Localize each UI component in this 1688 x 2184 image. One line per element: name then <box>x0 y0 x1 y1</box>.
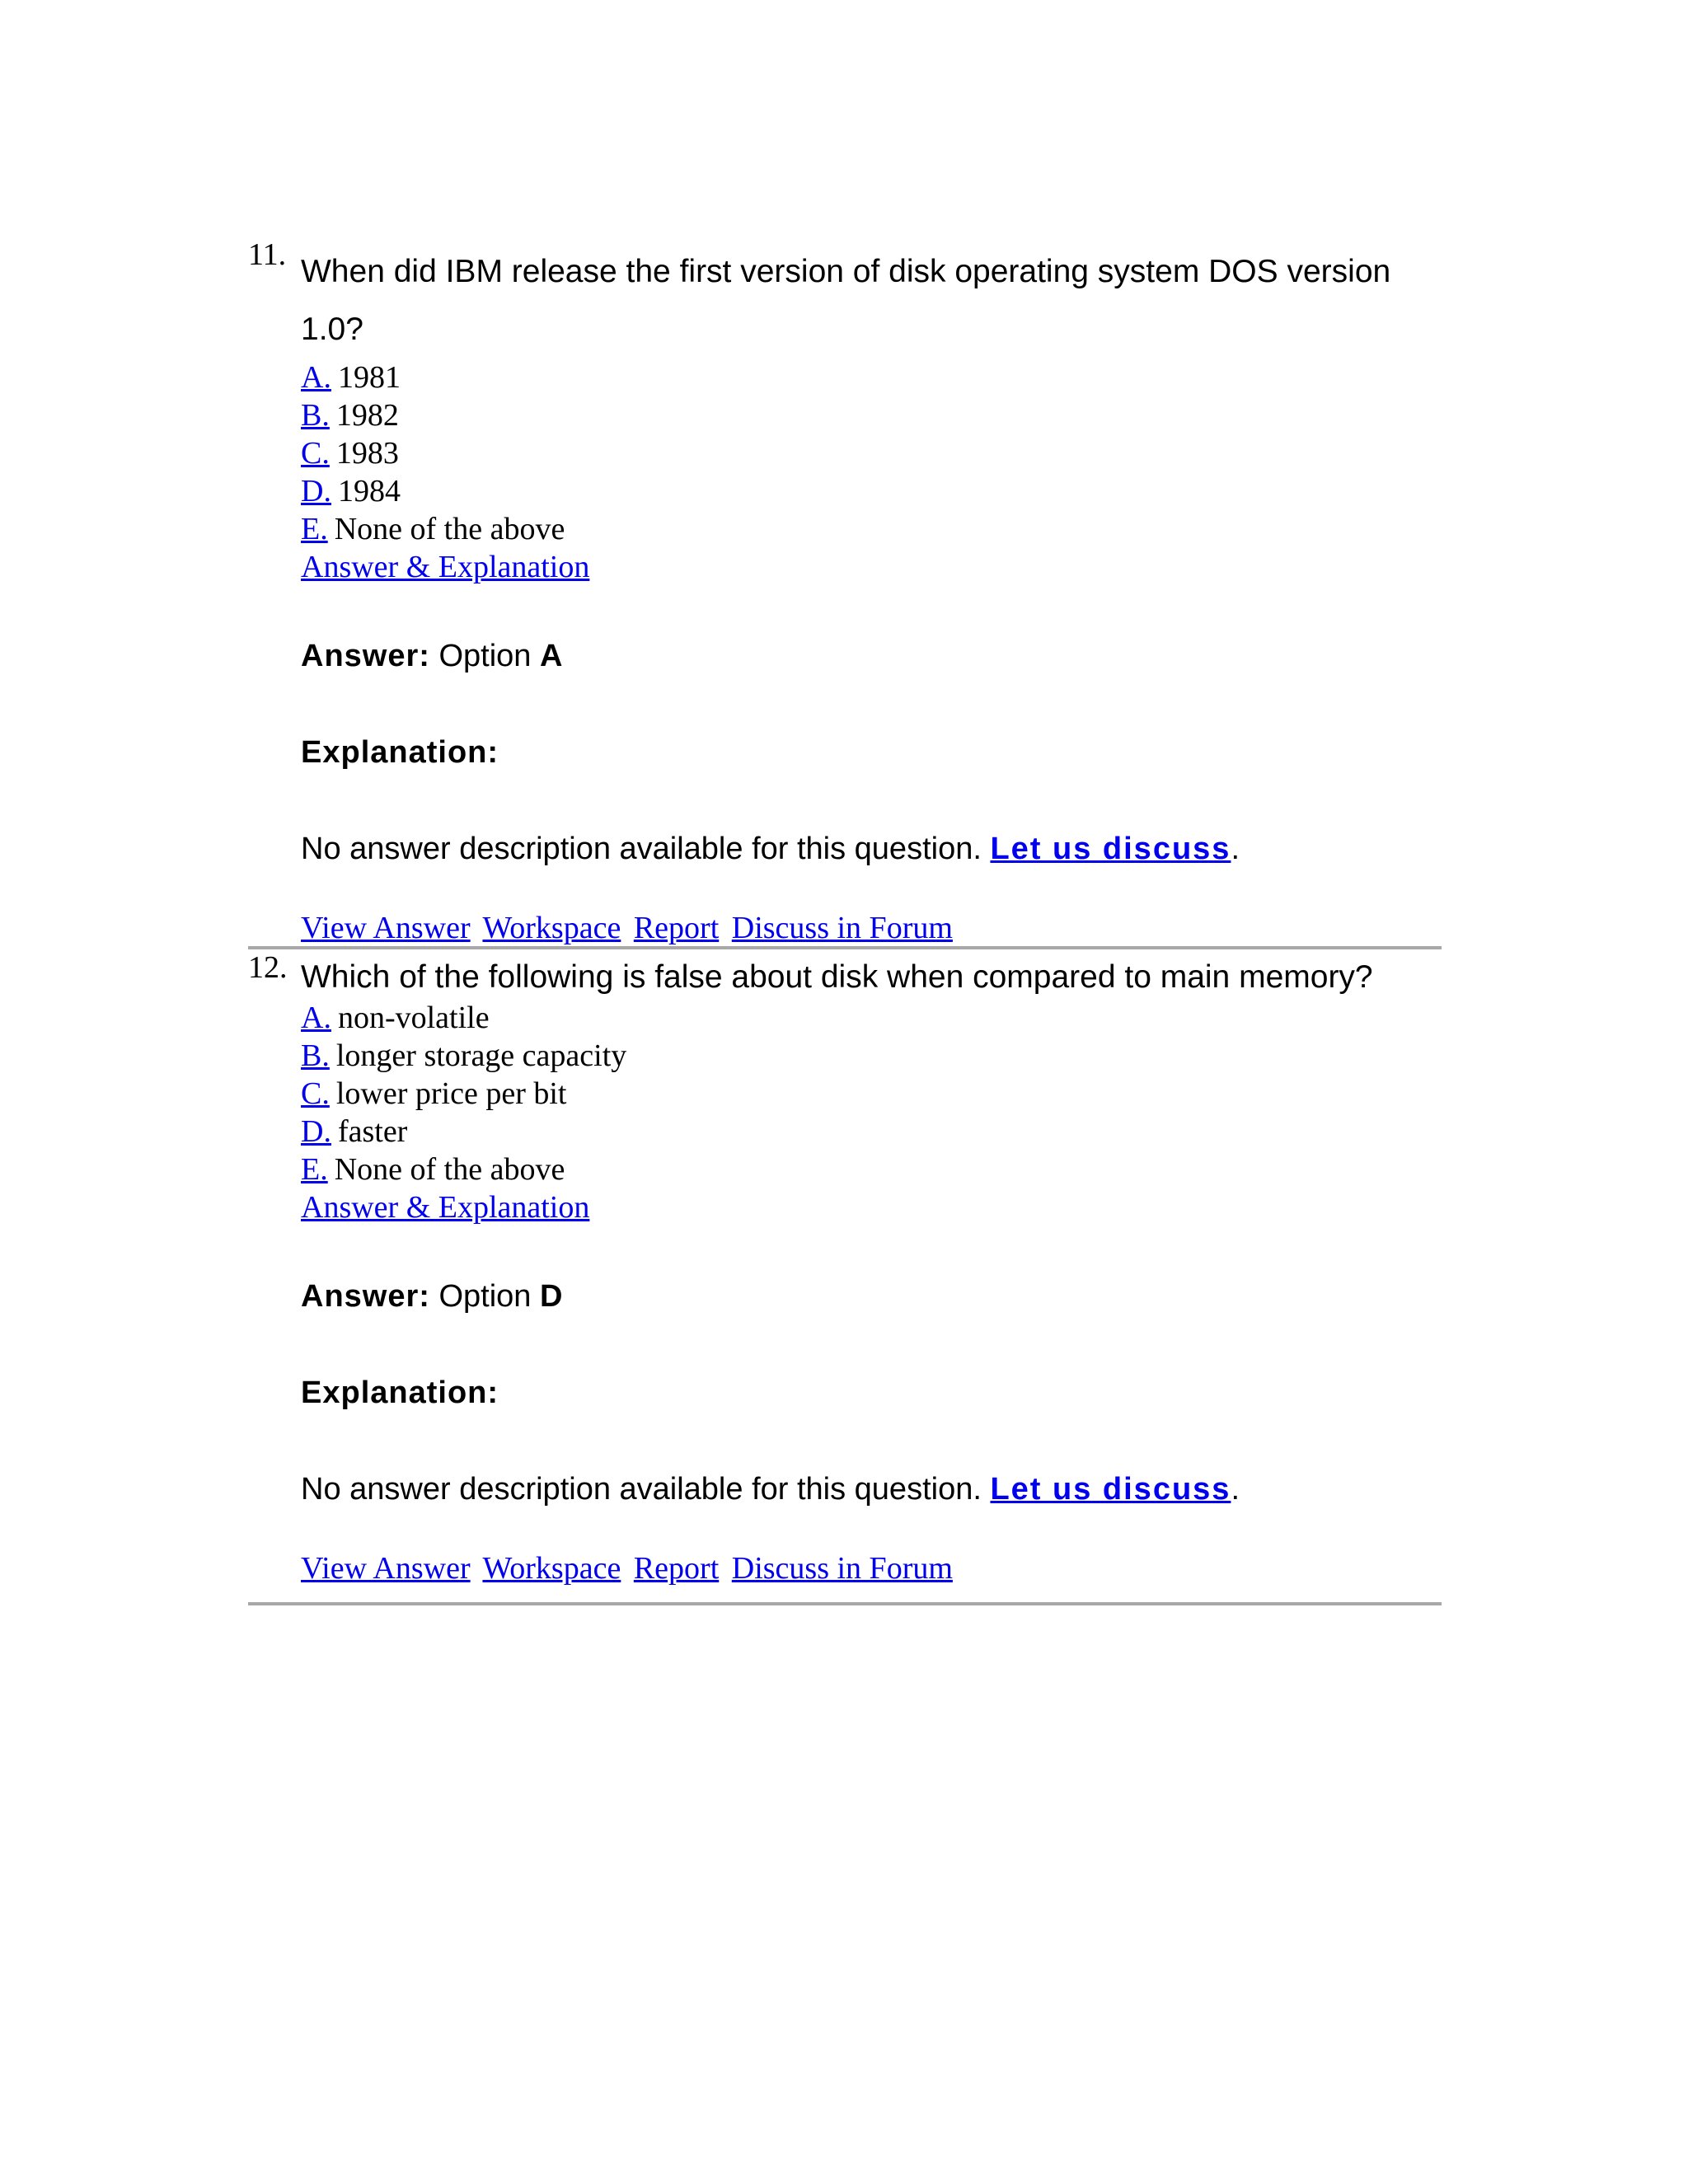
let-us-discuss-link[interactable]: Let us discuss <box>990 832 1231 866</box>
footer-links <box>301 1549 1442 1587</box>
option-a-text: non-volatile <box>337 1001 490 1035</box>
report-link[interactable]: Report <box>633 911 720 945</box>
option-d <box>301 472 1442 510</box>
option-d <box>301 1113 1442 1151</box>
option-d-text: 1984 <box>337 474 401 509</box>
option-e-text: None of the above <box>334 1152 565 1187</box>
workspace-link[interactable]: Workspace <box>482 1551 621 1586</box>
discuss-in-forum-link[interactable]: Discuss in Forum <box>731 1551 953 1586</box>
options-list <box>301 359 1442 548</box>
option-b-link[interactable]: B. <box>301 398 330 433</box>
question-body <box>301 237 1442 947</box>
explanation-suffix: . <box>1231 1472 1240 1507</box>
option-c <box>301 434 1442 472</box>
answer-line <box>301 1277 1442 1315</box>
option-a-link[interactable]: A. <box>301 1001 331 1035</box>
answer-prefix: Option <box>438 639 532 673</box>
report-link[interactable]: Report <box>633 1551 720 1586</box>
option-b-text: 1982 <box>335 398 399 433</box>
explanation-text <box>301 830 1442 868</box>
view-answer-link[interactable]: View Answer <box>301 1551 471 1586</box>
option-a-text: 1981 <box>337 360 401 395</box>
view-answer-link[interactable]: View Answer <box>301 911 471 945</box>
option-c <box>301 1075 1442 1113</box>
answer-explanation-link[interactable]: Answer & Explanation <box>301 550 590 584</box>
answer-line <box>301 637 1442 675</box>
option-c-text: lower price per bit <box>335 1076 567 1111</box>
option-e-text: None of the above <box>334 512 565 546</box>
option-b-text: longer storage capacity <box>335 1038 627 1073</box>
option-b <box>301 396 1442 434</box>
option-a <box>301 999 1442 1037</box>
question-number: 12. <box>248 950 288 985</box>
option-b <box>301 1037 1442 1075</box>
explanation-body: No answer description available for this question. <box>301 1472 982 1507</box>
let-us-discuss-link[interactable]: Let us discuss <box>990 1472 1231 1507</box>
option-d-text: faster <box>337 1114 408 1149</box>
question-text: When did IBM release the first version of disk operating system DOS version 1.0? <box>301 254 1391 347</box>
explanation-body: No answer description available for this question. <box>301 832 982 866</box>
answer-label: Answer: <box>301 1279 430 1314</box>
option-e <box>301 510 1442 548</box>
answer-label: Answer: <box>301 639 430 673</box>
explanation-text <box>301 1470 1442 1508</box>
option-a-link[interactable]: A. <box>301 360 331 395</box>
explanation-heading: Explanation: <box>301 735 499 770</box>
answer-explanation-link[interactable]: Answer & Explanation <box>301 1190 590 1225</box>
option-e-link[interactable]: E. <box>301 512 328 546</box>
option-d-link[interactable]: D. <box>301 474 331 509</box>
answer-value: A <box>540 639 563 673</box>
footer-links <box>301 909 1442 947</box>
option-c-link[interactable]: C. <box>301 1076 330 1111</box>
option-e <box>301 1151 1442 1188</box>
option-c-text: 1983 <box>335 436 399 471</box>
workspace-link[interactable]: Workspace <box>482 911 621 945</box>
options-list <box>301 999 1442 1188</box>
explanation-suffix: . <box>1231 832 1240 866</box>
question-body <box>301 949 1442 1587</box>
option-c-link[interactable]: C. <box>301 436 330 471</box>
question-number: 11. <box>248 237 287 272</box>
option-a <box>301 359 1442 396</box>
answer-value: D <box>540 1279 563 1314</box>
divider <box>248 1602 1442 1605</box>
option-d-link[interactable]: D. <box>301 1114 331 1149</box>
explanation-heading: Explanation: <box>301 1376 499 1410</box>
question-text: Which of the following is false about disk when compared to main memory? <box>301 959 1373 995</box>
option-b-link[interactable]: B. <box>301 1038 330 1073</box>
option-e-link[interactable]: E. <box>301 1152 328 1187</box>
answer-prefix: Option <box>438 1279 532 1314</box>
discuss-in-forum-link[interactable]: Discuss in Forum <box>731 911 953 945</box>
